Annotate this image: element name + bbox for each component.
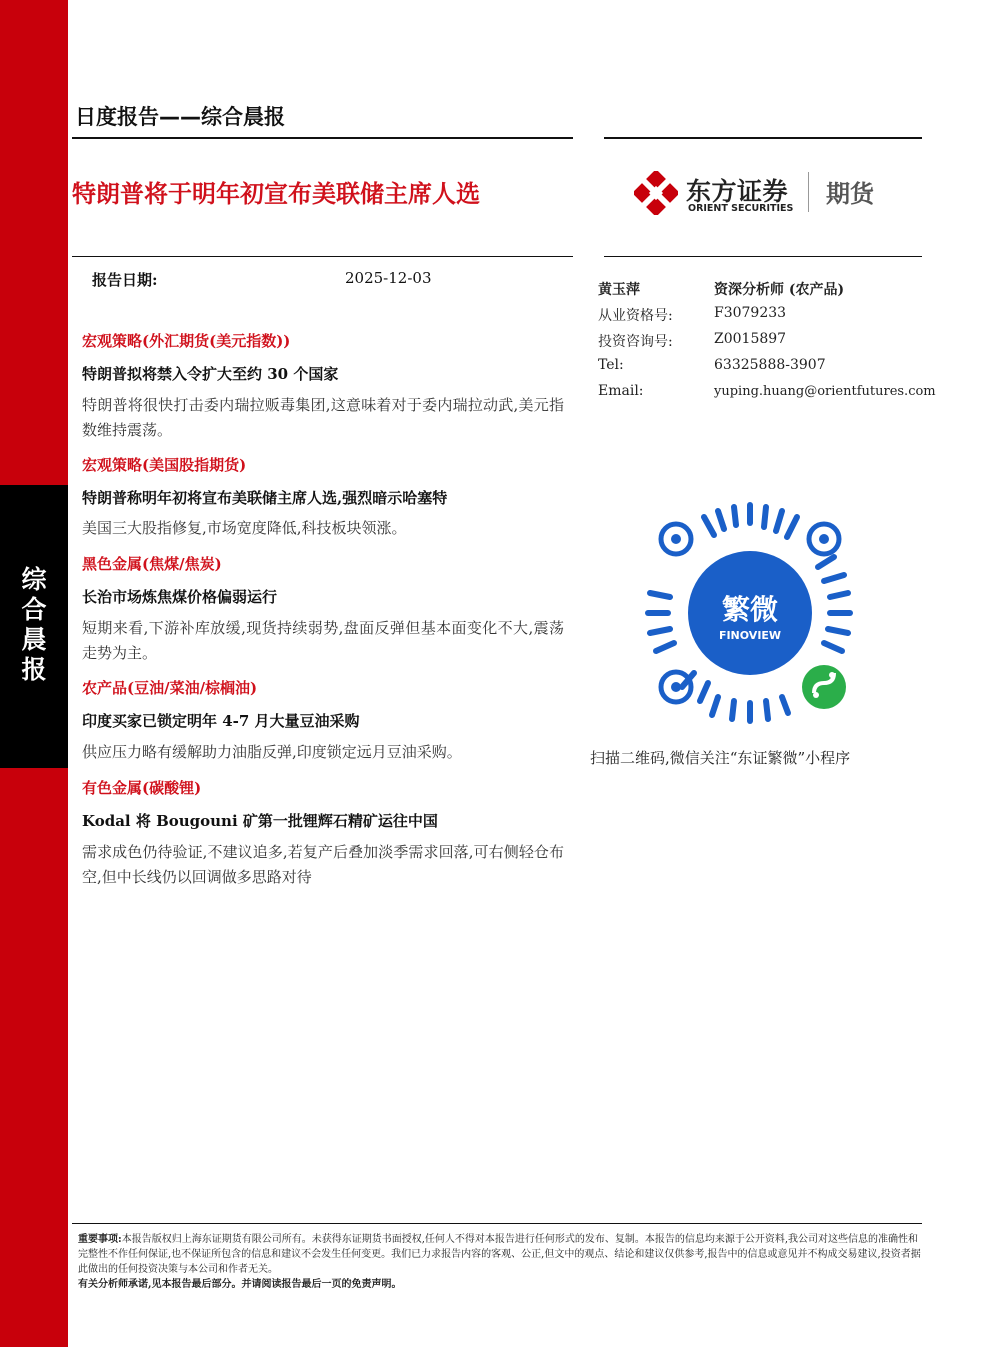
qr-code-image: [634, 497, 866, 729]
analyst-row-label: 从业资格号:: [598, 308, 673, 324]
section-title: 有色金属(碳酸锂): [82, 779, 202, 797]
section-title: 宏观策略(外汇期货(美元指数)): [82, 332, 291, 350]
side-red-bar-bottom: [0, 768, 68, 1347]
header-divider-right: [604, 137, 922, 139]
qr-center-text: 繁微: [721, 593, 779, 626]
headline-divider-right: [604, 256, 922, 257]
headline-divider-left: [72, 256, 573, 257]
analyst-name: 黄玉萍: [598, 282, 640, 298]
qr-center-subtext: FINOVIEW: [718, 629, 782, 642]
footer-disclaimer: [78, 1232, 926, 1292]
report-date-label: 报告日期:: [92, 271, 158, 289]
analyst-row-label: Email:: [598, 383, 644, 399]
section-body: 美国三大股指修复,市场宽度降低,科技板块领涨。: [82, 519, 407, 537]
side-tab-label: 综合晨报: [21, 565, 47, 684]
logo-divider: [808, 172, 809, 212]
qr-caption: 扫描二维码,微信关注“东证繁微”小程序: [590, 749, 851, 767]
section-title: 黑色金属(焦煤/焦炭): [82, 555, 222, 573]
disclaimer-label: 重要事项:: [78, 1234, 122, 1245]
analyst-row-label: Tel:: [598, 357, 624, 373]
logo-name-en: ORIENT SECURITIES: [688, 203, 794, 214]
logo-suffix: 期货: [826, 180, 874, 208]
section-body: 短期来看,下游补库放缓,现货持续弱势,盘面反弹但基本面变化不大,震荡走势为主。: [82, 619, 564, 662]
analyst-row-value: Z0015897: [714, 331, 787, 347]
analyst-row-value: 63325888-3907: [714, 357, 826, 373]
analyst-commitment: 有关分析师承诺,见本报告最后部分。并请阅读报告最后一页的免责声明。: [78, 1279, 402, 1290]
section-headline: 长治市场炼焦煤价格偏弱运行: [82, 588, 278, 606]
disclaimer-text: 本报告版权归上海东证期货有限公司所有。未获得东证期货书面授权,任何人不得对本报告进行任何形式的发布、复制。本报告的信息均来源于公开资料,我公司对这些信息的准确性和完整性不作任何保证,也不保证所包含的信息和建议不会发生任何变更。我们已力求报告内容的客观、公正,但文中的观点、结论和建议仅供参考,报告中的信息或意见并不构成交易建议,投资者据此做出的任何投资决策与本公司和作者无关。: [78, 1234, 921, 1275]
section-body: 供应压力略有缓解助力油脂反弹,印度锁定远月豆油采购。: [82, 743, 462, 761]
orient-securities-logo-icon: [634, 171, 678, 215]
section-body: 特朗普将很快打击委内瑞拉贩毒集团,这意味着对于委内瑞拉动武,美元指数维持震荡。: [82, 396, 564, 439]
section-body: 需求成色仍待验证,不建议追多,若复产后叠加淡季需求回落,可右侧轻仓布空,但中长线仍以回调做多思路对待: [82, 843, 564, 886]
side-red-bar-top: [0, 0, 68, 485]
header-divider-left: [72, 137, 573, 139]
section-headline: 特朗普称明年初将宣布美联储主席人选,强烈暗示哈塞特: [82, 489, 448, 507]
wechat-mini-program-icon: [802, 665, 846, 709]
logo-name-cn: 东方证券: [686, 177, 789, 206]
section-headline: 印度买家已锁定明年 4-7 月大量豆油采购: [82, 712, 360, 730]
analyst-email[interactable]: yuping.huang@orientfutures.com: [714, 384, 936, 399]
analyst-title: 资深分析师 (农产品): [714, 282, 845, 298]
section-headline: Kodal 将 Bougouni 矿第一批锂辉石精矿运往中国: [82, 812, 438, 830]
footer-divider: [72, 1223, 922, 1224]
section-headline: 特朗普拟将禁入令扩大至约 30 个国家: [82, 365, 339, 383]
report-date-value: 2025-12-03: [345, 269, 432, 287]
analyst-row-label: 投资咨询号:: [598, 334, 673, 350]
report-type-title: 日度报告——综合晨报: [75, 105, 285, 129]
section-title: 宏观策略(美国股指期货): [82, 456, 247, 474]
section-title: 农产品(豆油/菜油/棕榈油): [82, 679, 258, 697]
page-headline: 特朗普将于明年初宣布美联储主席人选: [72, 180, 480, 208]
analyst-row-value: F3079233: [714, 305, 787, 321]
